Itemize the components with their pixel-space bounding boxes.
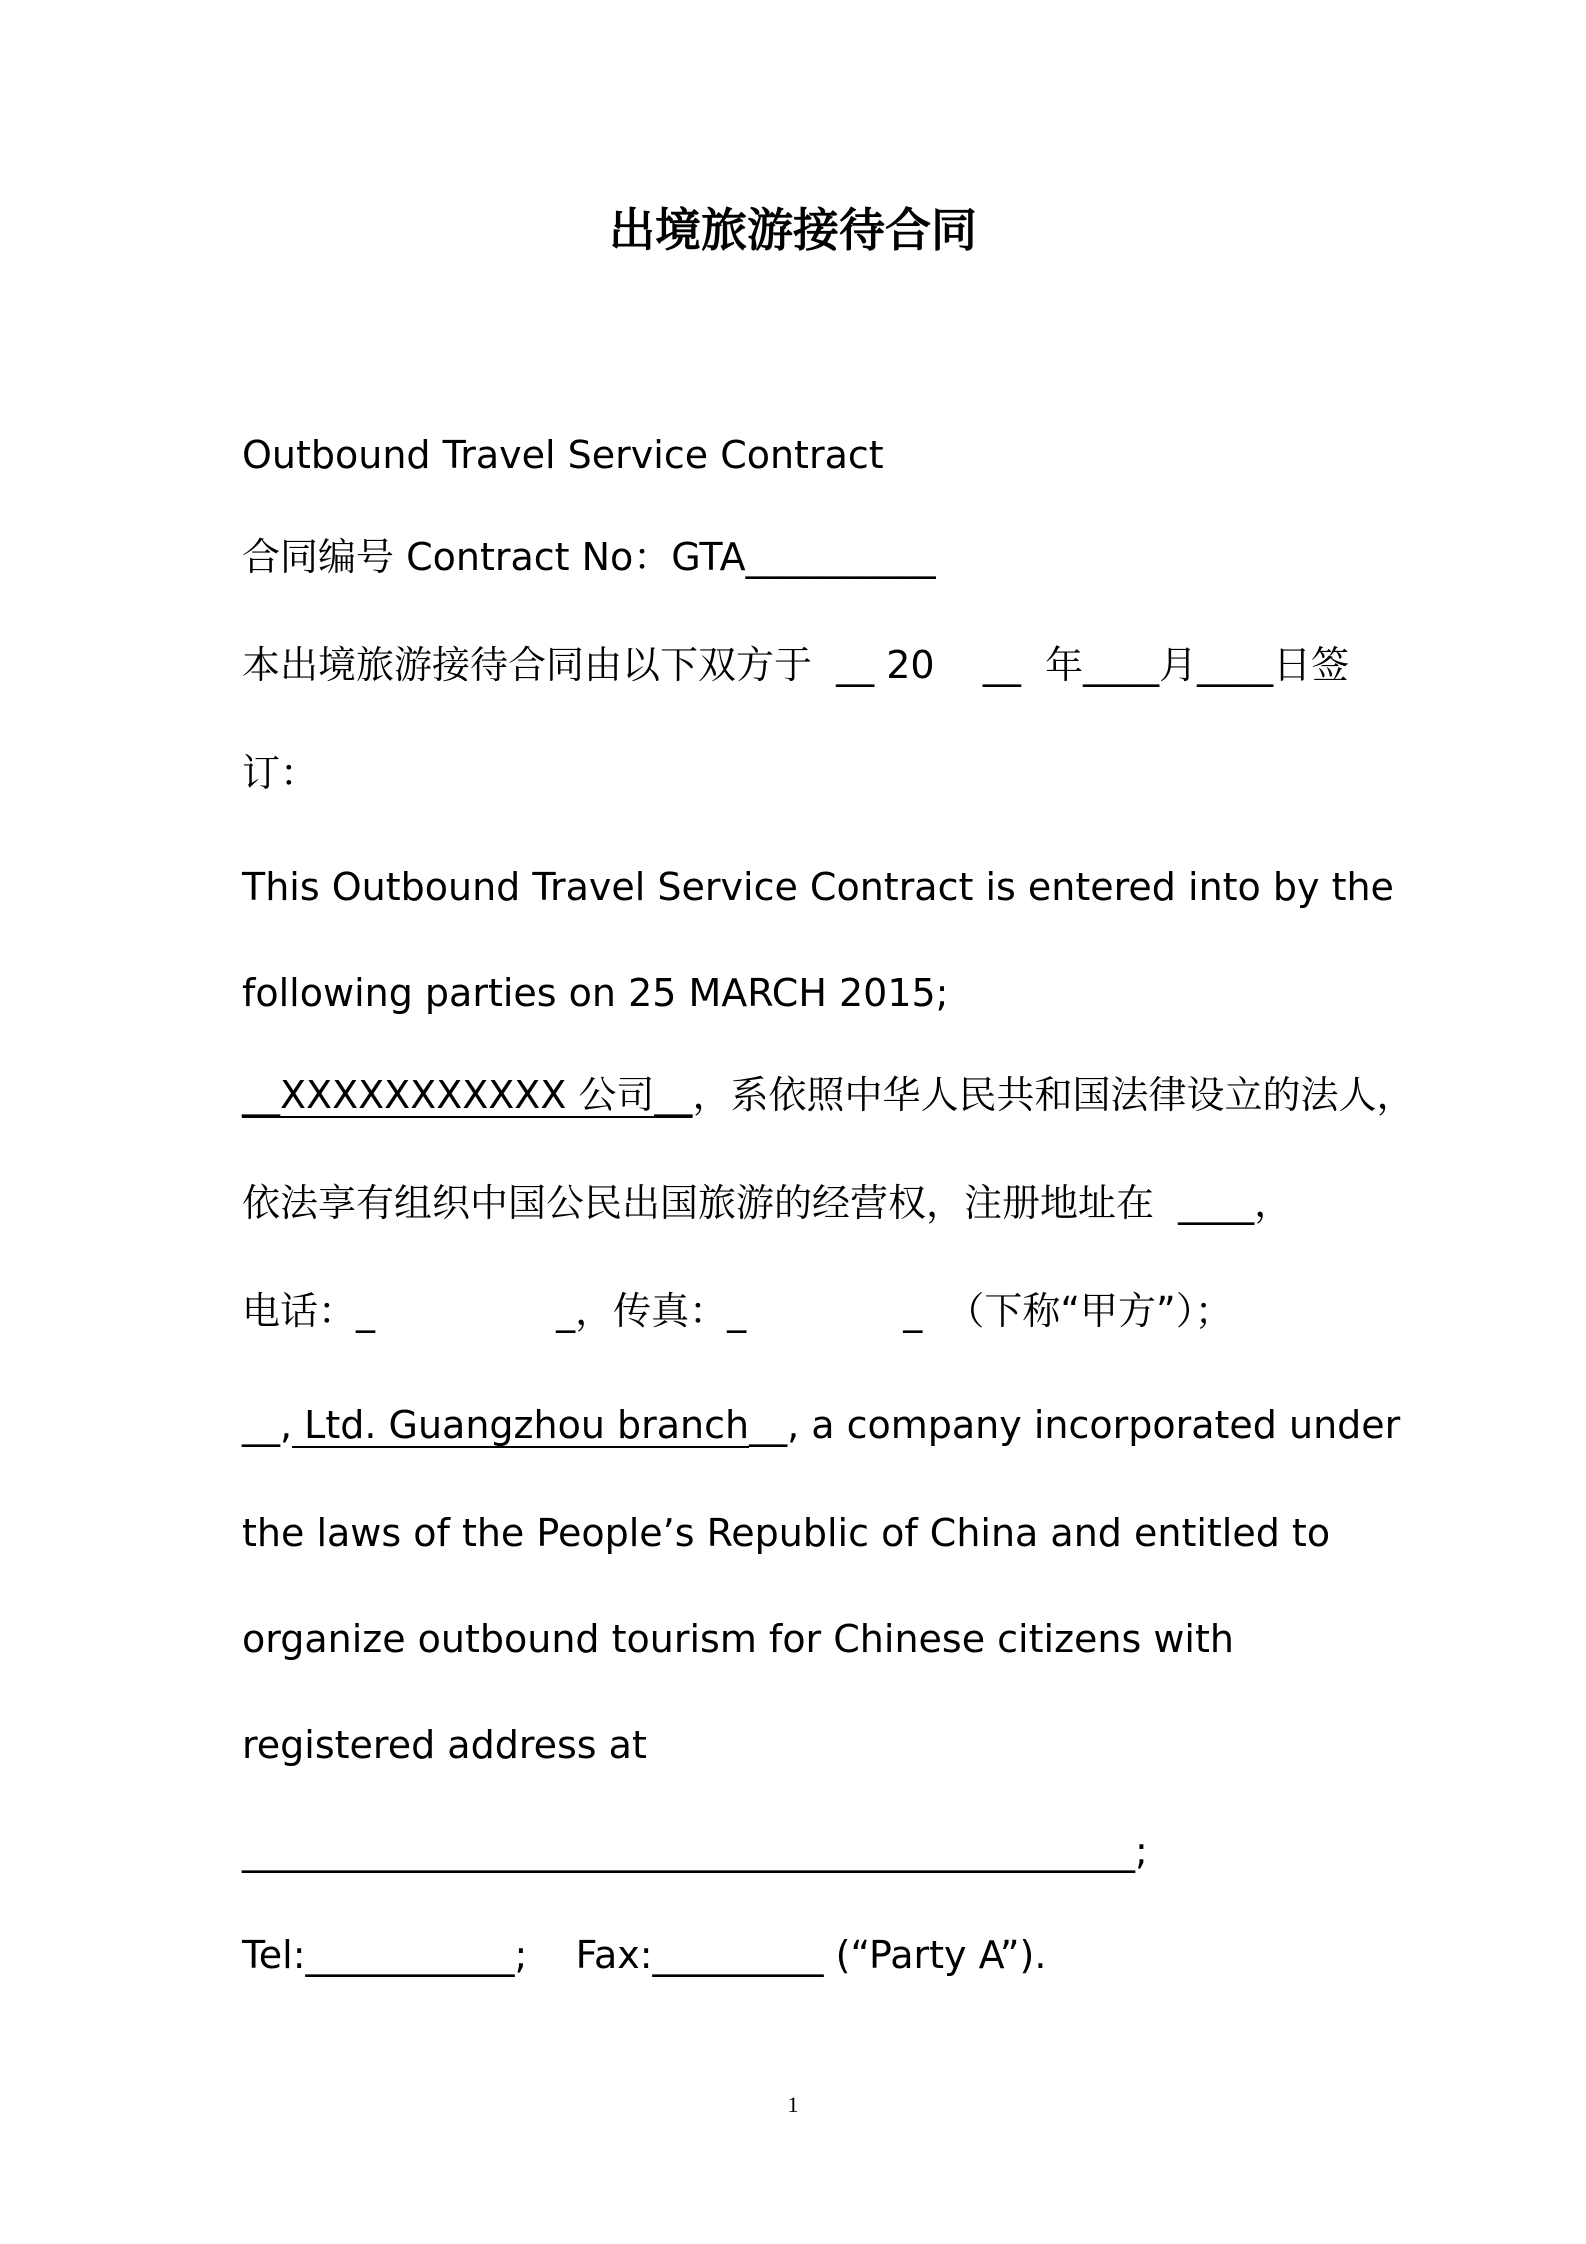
contract-number-line: 合同编号 Contract No：GTA__________ (242, 535, 936, 579)
party-a-name-cn: __XXXXXXXXXXX 公司__ (242, 1073, 693, 1117)
party-a-line-en-1 (242, 1400, 1400, 1450)
party-a-line-cn-2: 依法享有组织中国公民出国旅游的经营权，注册地址在 ____， (242, 1181, 1293, 1225)
intro-line-en-1: This Outbound Travel Service Contract is entered into by the (242, 865, 1394, 909)
tel-fax-line-en: Tel:___________; Fax:_________ (“Party A”). (242, 1933, 1047, 1977)
party-a-desc-en: __, a company incorporated under (749, 1403, 1401, 1447)
party-a-desc-cn: ，系依照中华人民共和国法律设立的法人， (692, 1073, 1415, 1117)
party-a-line-en-4: registered address at (242, 1723, 647, 1767)
party-a-line-en-3: organize outbound tourism for Chinese citizens with (242, 1617, 1234, 1661)
party-a-prefix-en: __, (242, 1403, 293, 1447)
party-a-line-en-2: the laws of the People’s Republic of China and entitled to (242, 1511, 1331, 1555)
intro-line-en-2: following parties on 25 MARCH 2015; (242, 971, 949, 1015)
address-blank-line: _______________________________________________; (242, 1829, 1148, 1873)
page-number: 1 (787, 2092, 799, 2117)
party-a-name-en: Ltd. Guangzhou branch (292, 1403, 750, 1447)
page-title: 出境旅游接待合同 (609, 203, 977, 257)
signing-date-line-cont: 订： (242, 751, 319, 795)
party-a-line-cn-1 (242, 1070, 1414, 1120)
party-a-contact-cn: 电话：_ _，传真：_ _ （下称“甲方”）； (242, 1289, 1233, 1333)
contract-title-en: Outbound Travel Service Contract (242, 433, 884, 477)
signing-date-line: 本出境旅游接待合同由以下双方于 __ 20 __ 年____月____日签 (242, 643, 1350, 687)
